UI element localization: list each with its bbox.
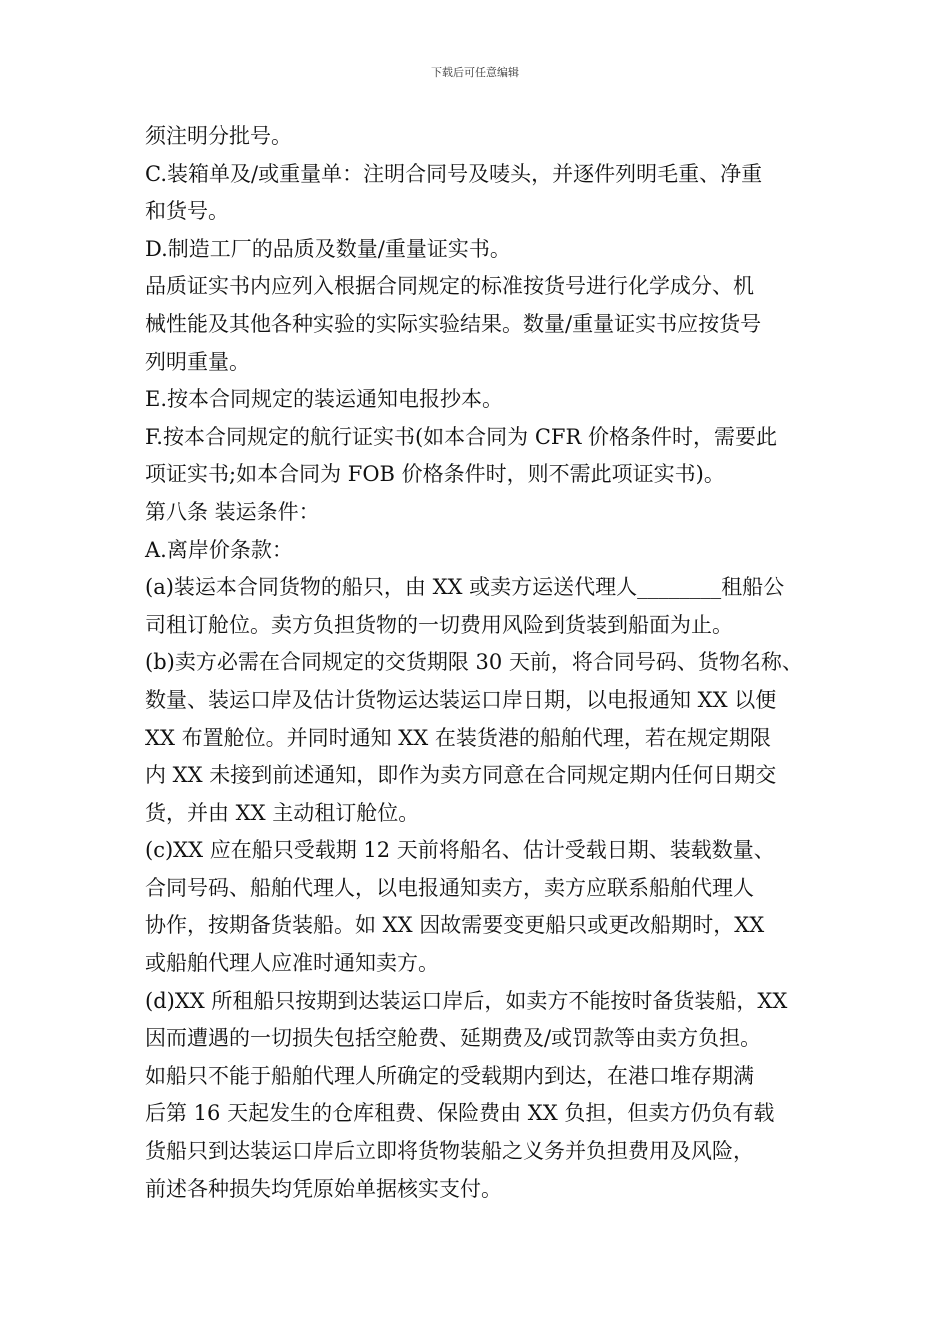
subsection-heading: A.离岸价条款： [145, 537, 293, 562]
section-heading: 第八条 装运条件： [145, 499, 320, 524]
text-line: 品质证实书内应列入根据合同规定的标准按货号进行化学成分、机 [145, 274, 754, 299]
document-body [145, 118, 835, 1208]
text-line: 械性能及其他各种实验的实际实验结果。数量/重量证实书应按货号 [145, 311, 762, 336]
text-line: 须注明分批号。 [145, 124, 292, 148]
text-line: 或船舶代理人应准时通知卖方。 [145, 951, 439, 976]
text-line: 货船只到达装运口岸后立即将货物装船之义务并负担费用及风险， [145, 1139, 754, 1164]
text-line: E.按本合同规定的装运通知电报抄本。 [145, 387, 504, 412]
text-line: 货，并由 XX 主动租订舱位。 [145, 800, 420, 825]
text-line: 列明重量。 [145, 349, 250, 374]
text-line: D.制造工厂的品质及数量/重量证实书。 [145, 236, 511, 261]
text-line: 内 XX 未接到前述通知，即作为卖方同意在合同规定期内任何日期交 [145, 763, 777, 788]
text-line: (d)XX 所租船只按期到达装运口岸后，如卖方不能按时备货装船，XX [145, 988, 788, 1013]
text-line: F.按本合同规定的航行证实书(如本合同为 CFR 价格条件时，需要此 [145, 424, 777, 449]
text-line: 协作，按期备货装船。如 XX 因故需要变更船只或更改船期时，XX [145, 913, 765, 938]
text-line: 合同号码、船舶代理人，以电报通知卖方，卖方应联系船舶代理人 [145, 875, 754, 900]
text-line: (a)装运本合同货物的船只，由 XX 或卖方运送代理人________租船公 [145, 575, 785, 600]
text-line: C.装箱单及/或重量单：注明合同号及唛头，并逐件列明毛重、净重 [145, 161, 763, 186]
body-text [145, 118, 835, 1208]
text-line: 后第 16 天起发生的仓库租费、保险费由 XX 负担，但卖方仍负有载 [145, 1101, 775, 1126]
text-line: 数量、装运口岸及估计货物运达装运口岸日期，以电报通知 XX 以便 [145, 687, 777, 712]
text-line: (c)XX 应在船只受载期 12 天前将船名、估计受载日期、装载数量、 [145, 838, 775, 863]
page-header-note: 下载后可任意编辑 [431, 66, 519, 79]
text-line: 司租订舱位。卖方负担货物的一切费用风险到货装到船面为止。 [145, 612, 733, 637]
text-line: 和货号。 [145, 199, 229, 224]
text-line: 因而遭遇的一切损失包括空舱费、延期费及/或罚款等由卖方负担。 [145, 1026, 762, 1051]
text-line: 前述各种损失均凭原始单据核实支付。 [145, 1176, 502, 1201]
text-line: (b)卖方必需在合同规定的交货期限 30 天前，将合同号码、货物名称、 [145, 650, 803, 675]
text-line: 项证实书;如本合同为 FOB 价格条件时，则不需此项证实书)。 [145, 462, 725, 487]
text-line: XX 布置舱位。并同时通知 XX 在装货港的船舶代理，若在规定期限 [145, 725, 771, 750]
text-line: 如船只不能于船舶代理人所确定的受载期内到达，在港口堆存期满 [145, 1063, 754, 1088]
